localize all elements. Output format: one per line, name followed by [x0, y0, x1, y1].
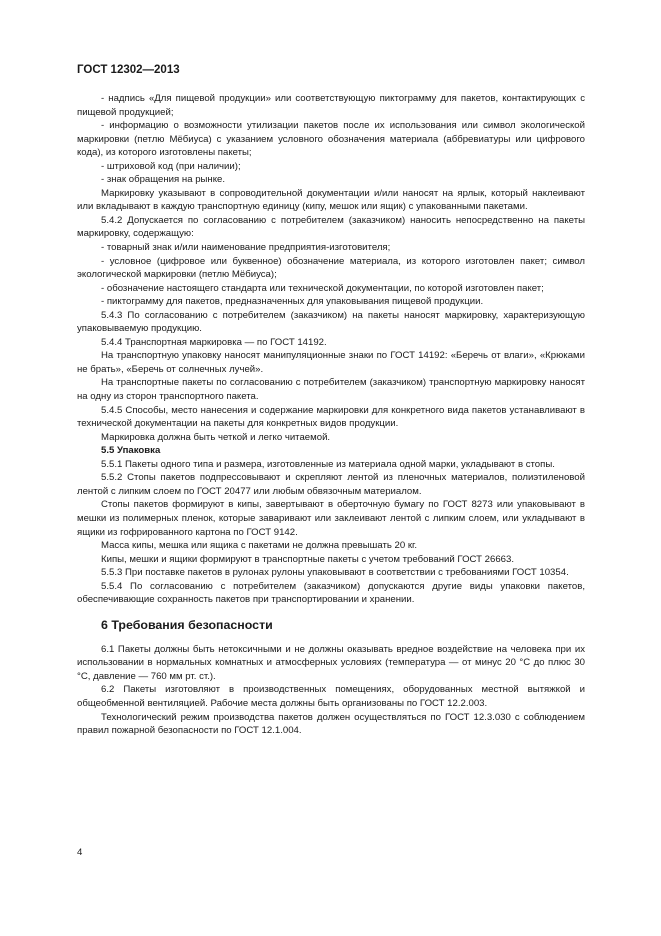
- paragraph: - пиктограмму для пакетов, предназначенных для упаковывания пищевой продукции.: [101, 296, 484, 308]
- paragraph: 6.1 Пакеты должны быть нетоксичными и не должны оказывать вредное воздействие на человека при их использовании в нормальных комнатных и атмосферных условиях (температура — от минус 20 °С до плюс 30 °С, давление — 760 мм рт. ст.).: [77, 643, 585, 682]
- paragraph: Кипы, мешки и ящики формируют в транспортные пакеты с учетом требований ГОСТ 26663.: [101, 553, 515, 565]
- paragraph: 5.4.2 Допускается по согласованию с потребителем (заказчиком) наносить непосредственно на пакеты маркировку, содержащую:: [77, 214, 585, 240]
- paragraph: - надпись «Для пищевой продукции» или соответствующую пиктограмму для пакетов, контактирующих с пищевой продукцией;: [77, 93, 585, 118]
- subsection-title: 5.5 Упаковка: [101, 445, 161, 457]
- paragraph: На транспортную упаковку наносят манипуляционные знаки по ГОСТ 14192: «Беречь от влаги», «Крюками не брать», «Беречь от солнечных лучей».: [77, 350, 585, 375]
- paragraph: Технологический режим производства пакетов должен осуществляться по ГОСТ 12.3.030 с соблюдением правил пожарной безопасности по ГОСТ 12.1.004.: [77, 711, 585, 737]
- paragraph: 5.5.3 При поставке пакетов в рулонах рулоны упаковывают в соответствии с требованиями ГОСТ 10354.: [101, 567, 569, 579]
- paragraph: - обозначение настоящего стандарта или технической документации, по которой изготовлен пакет;: [101, 282, 544, 294]
- paragraph: 6.2 Пакеты изготовляют в производственных помещениях, оборудованных местной вытяжкой и общеобменной вентиляцией. Рабочие места должны быть организованы по ГОСТ 12.2.003.: [77, 684, 585, 709]
- paragraph: - условное (цифровое или буквенное) обозначение материала, из которого изготовлен пакет; символ экологической маркировки (петлю Мёбиуса);: [77, 255, 585, 281]
- paragraph: - товарный знак и/или наименование предприятия-изготовителя;: [101, 242, 391, 254]
- paragraph: На транспортные пакеты по согласованию с потребителем (заказчиком) транспортную маркировку наносят на одну из сторон транспортного пакета.: [77, 377, 585, 403]
- paragraph: - информацию о возможности утилизации пакетов после их использования или символ экологической маркировки (петлю Мёбиуса) с указанием условного обозначения материала (аббревиатуры или цифрового кода), из которого изготовлены пакеты;: [77, 120, 585, 159]
- section-title: 6 Требования безопасности: [101, 617, 273, 632]
- paragraph: 5.4.3 По согласованию с потребителем (заказчиком) на пакеты наносят маркировку, характеризующую упаковываемую продукцию.: [77, 309, 585, 335]
- paragraph: Маркировку указывают в сопроводительной документации и/или наносят на ярлык, который наклеивают или вкладывают в каждую транспортную единицу (кипу, мешок или ящик) с упакованными пакетами.: [77, 187, 585, 213]
- paragraph: - знак обращения на рынке.: [101, 174, 226, 186]
- paragraph: 5.4.4 Транспортная маркировка — по ГОСТ 14192.: [101, 336, 327, 348]
- paragraph: Стопы пакетов формируют в кипы, завертывают в оберточную бумагу по ГОСТ 8273 или упаковывают в мешки из полимерных пленок, которые заваривают или заклеивают лентой с липким слоем, или укладывают в ящики из гофрированного картона по ГОСТ 9142.: [77, 499, 585, 538]
- paragraph: 5.5.4 По согласованию с потребителем (заказчиком) допускаются другие виды упаковки пакетов, обеспечивающие сохранность пакетов при транспортировании и хранении.: [77, 580, 585, 606]
- document-header: ГОСТ 12302—2013: [77, 64, 180, 76]
- paragraph: - штриховой код (при наличии);: [101, 160, 241, 172]
- document-body: [77, 92, 585, 738]
- paragraph: 5.5.2 Стопы пакетов подпрессовывают и скрепляют лентой из пленочных материалов, полиэтиленовой лентой с липким слоем по ГОСТ 20477 или любым обвязочным материалом.: [77, 472, 585, 497]
- paragraph: 5.4.5 Способы, место нанесения и содержание маркировки для конкретного вида пакетов устанавливают в технической документации на пакеты для конкретных видов продукции.: [77, 404, 585, 430]
- page-number: 4: [77, 847, 83, 858]
- paragraph: 5.5.1 Пакеты одного типа и размера, изготовленные из материала одной марки, укладывают в стопы.: [101, 458, 555, 470]
- paragraph: Масса кипы, мешка или ящика с пакетами не должна превышать 20 кг.: [101, 540, 418, 552]
- paragraph: Маркировка должна быть четкой и легко читаемой.: [101, 431, 331, 443]
